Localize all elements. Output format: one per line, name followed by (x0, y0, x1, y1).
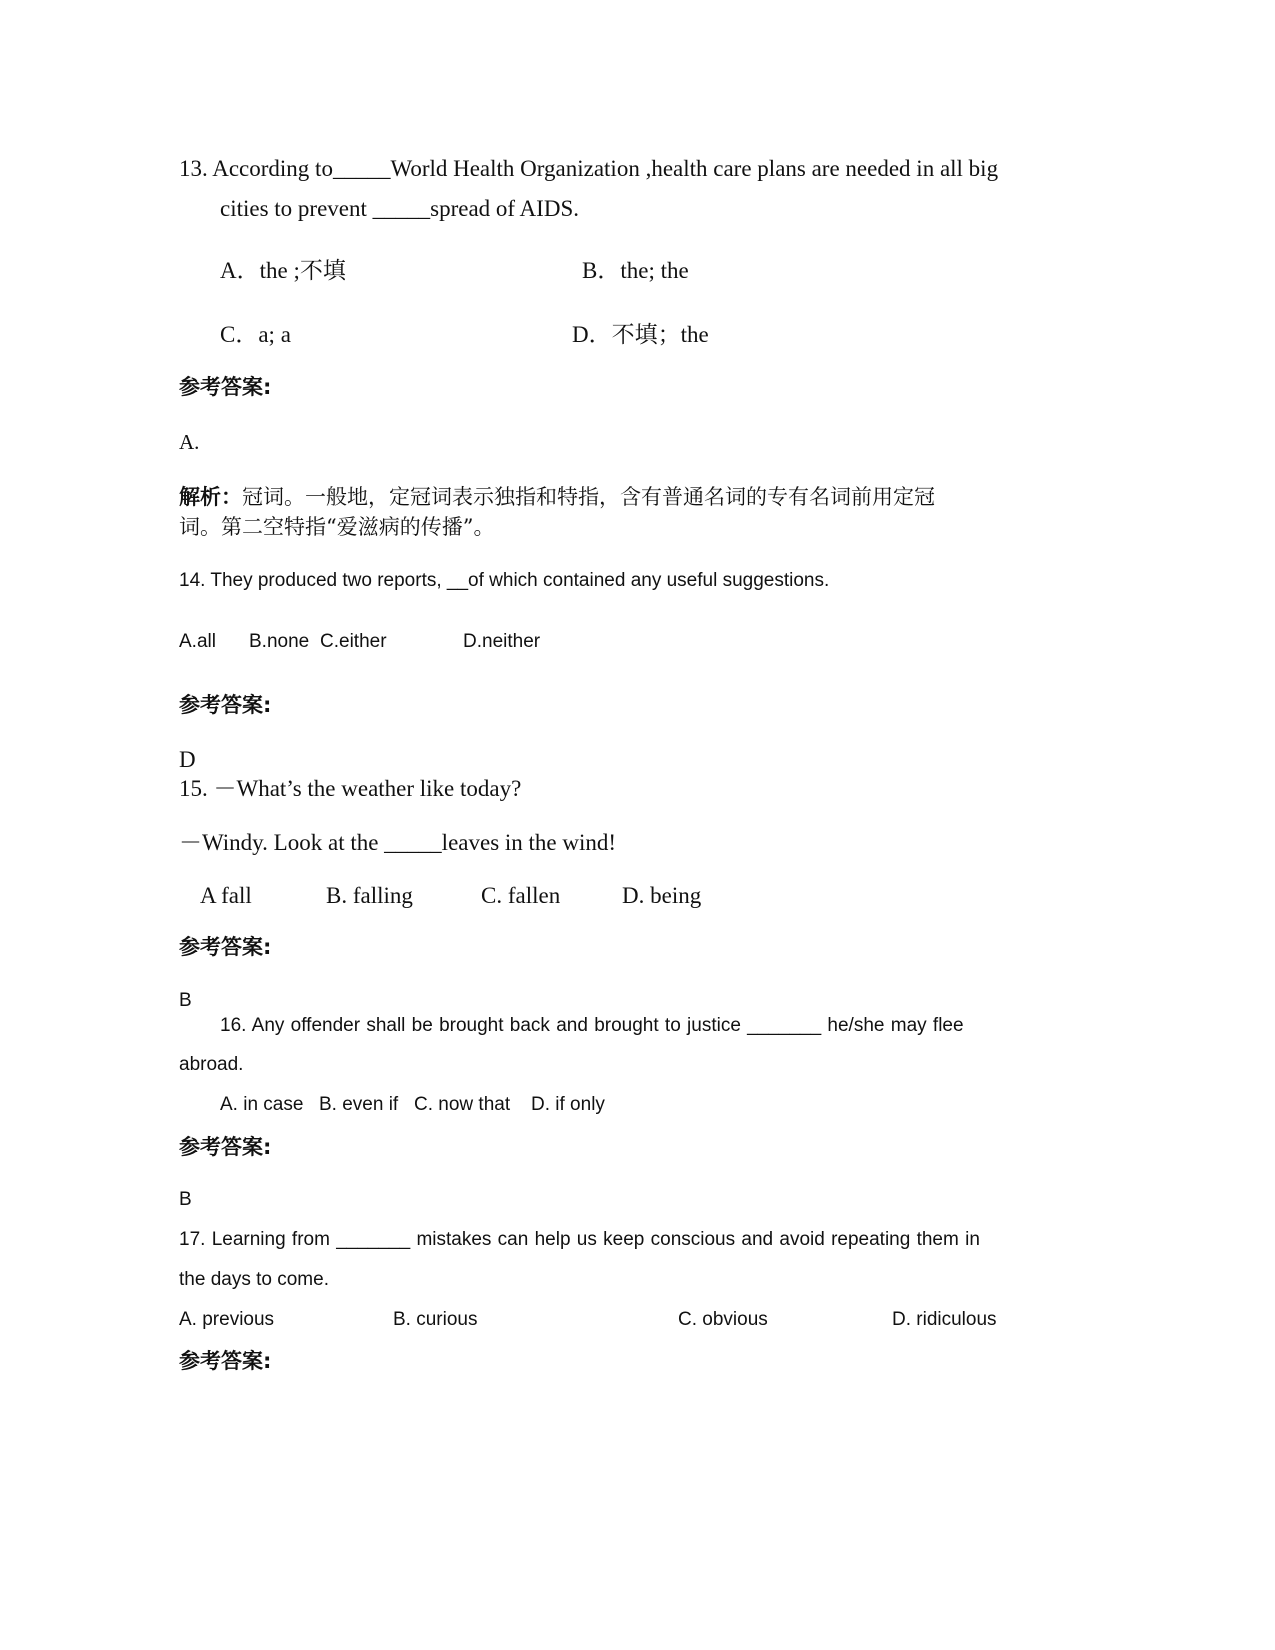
q17-option-a: A. previous (179, 1309, 275, 1330)
explanation-label: 解析： (179, 484, 242, 509)
q16-text-line2: abroad. (179, 1054, 244, 1075)
q13-text-line1: 13. According to_____World Health Organization ,health care plans are needed in all big (179, 156, 999, 181)
q14-option-a: A.all (179, 631, 216, 652)
q14-option-c: C.either (320, 631, 387, 652)
q17-answer-heading: 参考答案: (179, 1349, 272, 1373)
q14-text: 14. They produced two reports, __of which contained any useful suggestions. (179, 570, 830, 591)
q13-explanation-line1 (179, 486, 935, 508)
q13-option-b: B．the; the (582, 258, 689, 283)
explanation-text: 冠词。一般地，定冠词表示独指和特指，含有普通名词的专有名词前用定冠 (242, 485, 935, 509)
q17-option-c: C. obvious (678, 1309, 768, 1330)
q15-option-b: B. falling (326, 883, 413, 908)
q16-answer-heading: 参考答案: (179, 1135, 272, 1159)
q17-option-d: D. ridiculous (892, 1309, 997, 1330)
q15-text-line1: 15. －What’s the weather like today? (179, 776, 522, 801)
q13-option-a: A．the ;不填 (220, 258, 346, 283)
q16-text-line1: 16. Any offender shall be brought back and brought to justice _______ he/she may flee (220, 1015, 964, 1036)
q13-text-line2: cities to prevent _____spread of AIDS. (220, 196, 579, 221)
q17-option-b: B. curious (393, 1309, 478, 1330)
q15-option-c: C. fallen (481, 883, 561, 908)
q13-answer-heading: 参考答案: (179, 375, 272, 399)
q13-answer: A. (179, 430, 200, 454)
q17-text-line2: the days to come. (179, 1269, 329, 1290)
q16-option-c: C. now that (414, 1094, 511, 1115)
q14-answer-heading: 参考答案: (179, 693, 272, 717)
q15-answer: B (179, 990, 192, 1011)
q15-option-a: A fall (200, 883, 252, 908)
q16-option-b: B. even if (319, 1094, 399, 1115)
q13-option-d: D．不填；the (572, 322, 709, 347)
q15-text-line2: －Windy. Look at the _____leaves in the wind! (179, 830, 617, 855)
q14-option-b: B.none (249, 631, 310, 652)
q17-text-line1: 17. Learning from _______ mistakes can help us keep conscious and avoid repeating them in (179, 1229, 980, 1250)
q15-option-d: D. being (622, 883, 702, 908)
q13-option-c: C．a; a (220, 322, 291, 347)
q14-answer: D (179, 747, 196, 772)
q16-option-a: A. in case (220, 1094, 304, 1115)
q16-option-d: D. if only (531, 1094, 605, 1115)
q13-explanation-line2: 词。第二空特指“爱滋病的传播”。 (179, 515, 495, 539)
q15-answer-heading: 参考答案: (179, 935, 272, 959)
q16-answer: B (179, 1189, 192, 1210)
q14-option-d: D.neither (463, 631, 541, 652)
